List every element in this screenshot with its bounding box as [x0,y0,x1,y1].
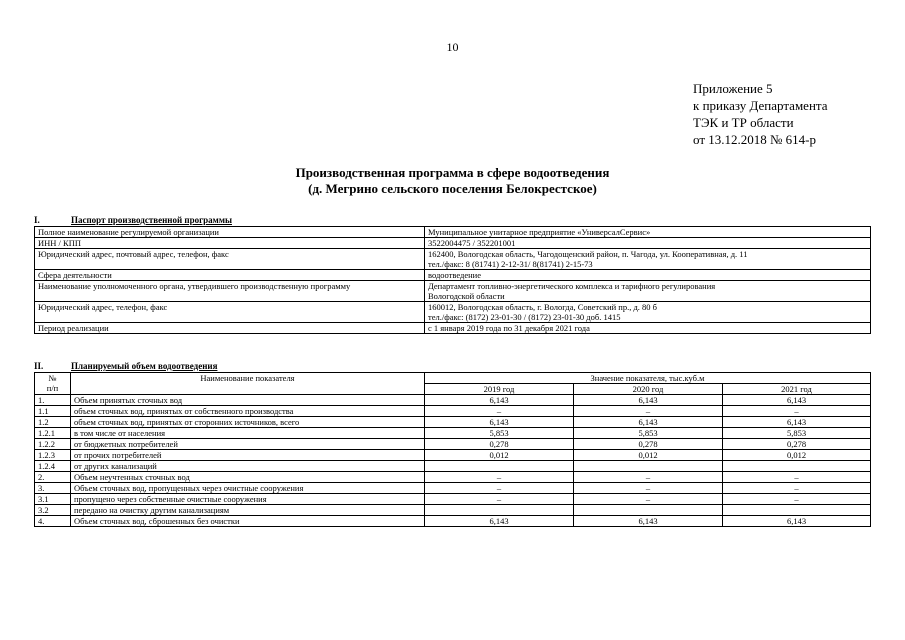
value-cell: – [574,406,723,417]
value-cell: – [425,472,574,483]
value-cell: – [723,483,871,494]
passport-value-cell [425,323,871,334]
passport-value-cell [425,238,871,249]
table-row [35,450,871,461]
row-number-cell: 3.1 [35,494,71,505]
indicator-name-cell: Объем неучтенных сточных вод [71,472,425,483]
indicator-name-cell: Объем принятых сточных вод [71,395,425,406]
value-cell: 6,143 [574,395,723,406]
section-title: Планируемый объем водоотведения [71,361,218,371]
volume-table [34,372,871,527]
passport-value-line: Департамент топливно-энергетического комплекса и тарифного регулирования [428,281,716,291]
table-row [35,505,871,516]
appendix-line: Приложение 5 [693,81,773,96]
passport-value-cell [425,270,871,281]
table-row [35,417,871,428]
indicator-name-cell: объем сточных вод, принятых от собственного производства [71,406,425,417]
value-cell: 0,278 [723,439,871,450]
title-line: (д. Мегрино сельского поселения Белокрестское) [308,181,597,196]
row-number-cell: 1.2.2 [35,439,71,450]
value-cell: 6,143 [574,516,723,527]
header-cell-year: 2021 год [723,384,871,395]
value-cell: – [723,406,871,417]
value-cell: – [574,472,723,483]
title-line: Производственная программа в сфере водоотведения [295,165,610,180]
indicator-name-cell: передано на очистку другим канализациям [71,505,425,516]
value-cell [574,461,723,472]
header-cell-name: Наименование показателя [71,373,425,395]
value-cell: 5,853 [723,428,871,439]
value-cell: 0,278 [425,439,574,450]
header-cell-value-group: Значение показателя, тыс.куб.м [425,373,871,384]
table-row [35,461,871,472]
page-number: 10 [446,40,459,54]
value-cell: – [425,406,574,417]
passport-value-line: 160012, Вологодская область, г. Вологда, Советский пр., д. 80 б [428,302,658,312]
passport-label-cell: ИНН / КПП [35,238,425,249]
row-number-cell: 1.2.3 [35,450,71,461]
header-cell-year: 2020 год [574,384,723,395]
appendix-block [693,80,828,148]
row-number-cell: 1.2.1 [35,428,71,439]
value-cell: 0,012 [574,450,723,461]
value-cell [425,461,574,472]
indicator-name-cell: Объем сточных вод, сброшенных без очистки [71,516,425,527]
row-number-cell: 1. [35,395,71,406]
passport-value-cell [425,302,871,323]
table-row [35,238,871,249]
row-number-cell: 4. [35,516,71,527]
table-row [35,249,871,270]
header-cell-year: 2019 год [425,384,574,395]
table-row [35,406,871,417]
table-row [35,494,871,505]
value-cell: 5,853 [574,428,723,439]
passport-value-line: с 1 января 2019 года по 31 декабря 2021 года [428,323,590,333]
passport-value-line: водоотведение [428,270,481,280]
table-row [35,516,871,527]
table-row [35,483,871,494]
value-cell: – [723,472,871,483]
passport-value-cell [425,227,871,238]
indicator-name-cell: Объем сточных вод, пропущенных через очистные сооружения [71,483,425,494]
passport-label-cell: Полное наименование регулируемой организации [35,227,425,238]
section-number: I. [34,215,40,225]
row-number-cell: 1.1 [35,406,71,417]
value-cell [723,505,871,516]
section-heading-volume [34,361,217,371]
appendix-line: ТЭК и ТР области [693,115,794,130]
indicator-name-cell: от других канализаций [71,461,425,472]
value-cell: 6,143 [723,516,871,527]
passport-label-cell: Период реализации [35,323,425,334]
passport-label-cell: Наименование уполномоченного органа, утвердившего производственную программу [35,281,425,302]
section-heading-passport [34,215,232,225]
table-row [35,281,871,302]
document-title [0,165,905,197]
value-cell: 6,143 [723,395,871,406]
passport-value-line: тел./факс: (8172) 23-01-30 / (8172) 23-01-30 доб. 1415 [428,312,621,322]
row-number-cell: 1.2 [35,417,71,428]
passport-value-line: Вологодской области [428,291,505,301]
appendix-line: от 13.12.2018 № 614-р [693,132,816,147]
value-cell [723,461,871,472]
table-row [35,302,871,323]
header-num-line: п/п [46,383,59,393]
header-num-line: № [48,373,57,383]
row-number-cell: 3. [35,483,71,494]
appendix-line: к приказу Департамента [693,98,828,113]
value-cell: 0,278 [574,439,723,450]
value-cell: – [425,494,574,505]
indicator-name-cell: пропущено через собственные очистные сооружения [71,494,425,505]
value-cell: 0,012 [425,450,574,461]
indicator-name-cell: объем сточных вод, принятых от сторонних источников, всего [71,417,425,428]
value-cell: 6,143 [723,417,871,428]
table-row [35,227,871,238]
value-cell [574,505,723,516]
passport-value-cell [425,281,871,302]
table-row [35,270,871,281]
passport-value-line: 162400, Вологодская область, Чагодощенский район, п. Чагода, ул. Кооперативная, д. 11 [428,249,748,259]
value-cell: 6,143 [574,417,723,428]
passport-value-line: 3522004475 / 352201001 [428,238,516,248]
row-number-cell: 3.2 [35,505,71,516]
passport-value-line: Муниципальное унитарное предприятие «УниверсалСервис» [428,227,651,237]
table-row [35,439,871,450]
section-title: Паспорт производственной программы [71,215,232,225]
section-number: II. [34,361,44,371]
value-cell: – [574,483,723,494]
value-cell: 5,853 [425,428,574,439]
table-row [35,428,871,439]
row-number-cell: 2. [35,472,71,483]
passport-table [34,226,871,334]
passport-value-line: тел./факс: 8 (81741) 2-12-31/ 8(81741) 2-15-73 [428,259,593,269]
value-cell: 6,143 [425,395,574,406]
passport-label-cell: Сфера деятельности [35,270,425,281]
value-cell: 0,012 [723,450,871,461]
value-cell: 6,143 [425,417,574,428]
table-row [35,323,871,334]
value-cell: – [425,483,574,494]
table-row [35,395,871,406]
passport-value-cell [425,249,871,270]
indicator-name-cell: от прочих потребителей [71,450,425,461]
row-number-cell: 1.2.4 [35,461,71,472]
header-cell-num [35,373,71,395]
table-header-row [35,373,871,384]
indicator-name-cell: в том числе от населения [71,428,425,439]
indicator-name-cell: от бюджетных потребителей [71,439,425,450]
value-cell: 6,143 [425,516,574,527]
table-row [35,472,871,483]
value-cell [425,505,574,516]
value-cell: – [574,494,723,505]
value-cell: – [723,494,871,505]
passport-label-cell: Юридический адрес, почтовый адрес, телефон, факс [35,249,425,270]
passport-label-cell: Юридический адрес, телефон, факс [35,302,425,323]
